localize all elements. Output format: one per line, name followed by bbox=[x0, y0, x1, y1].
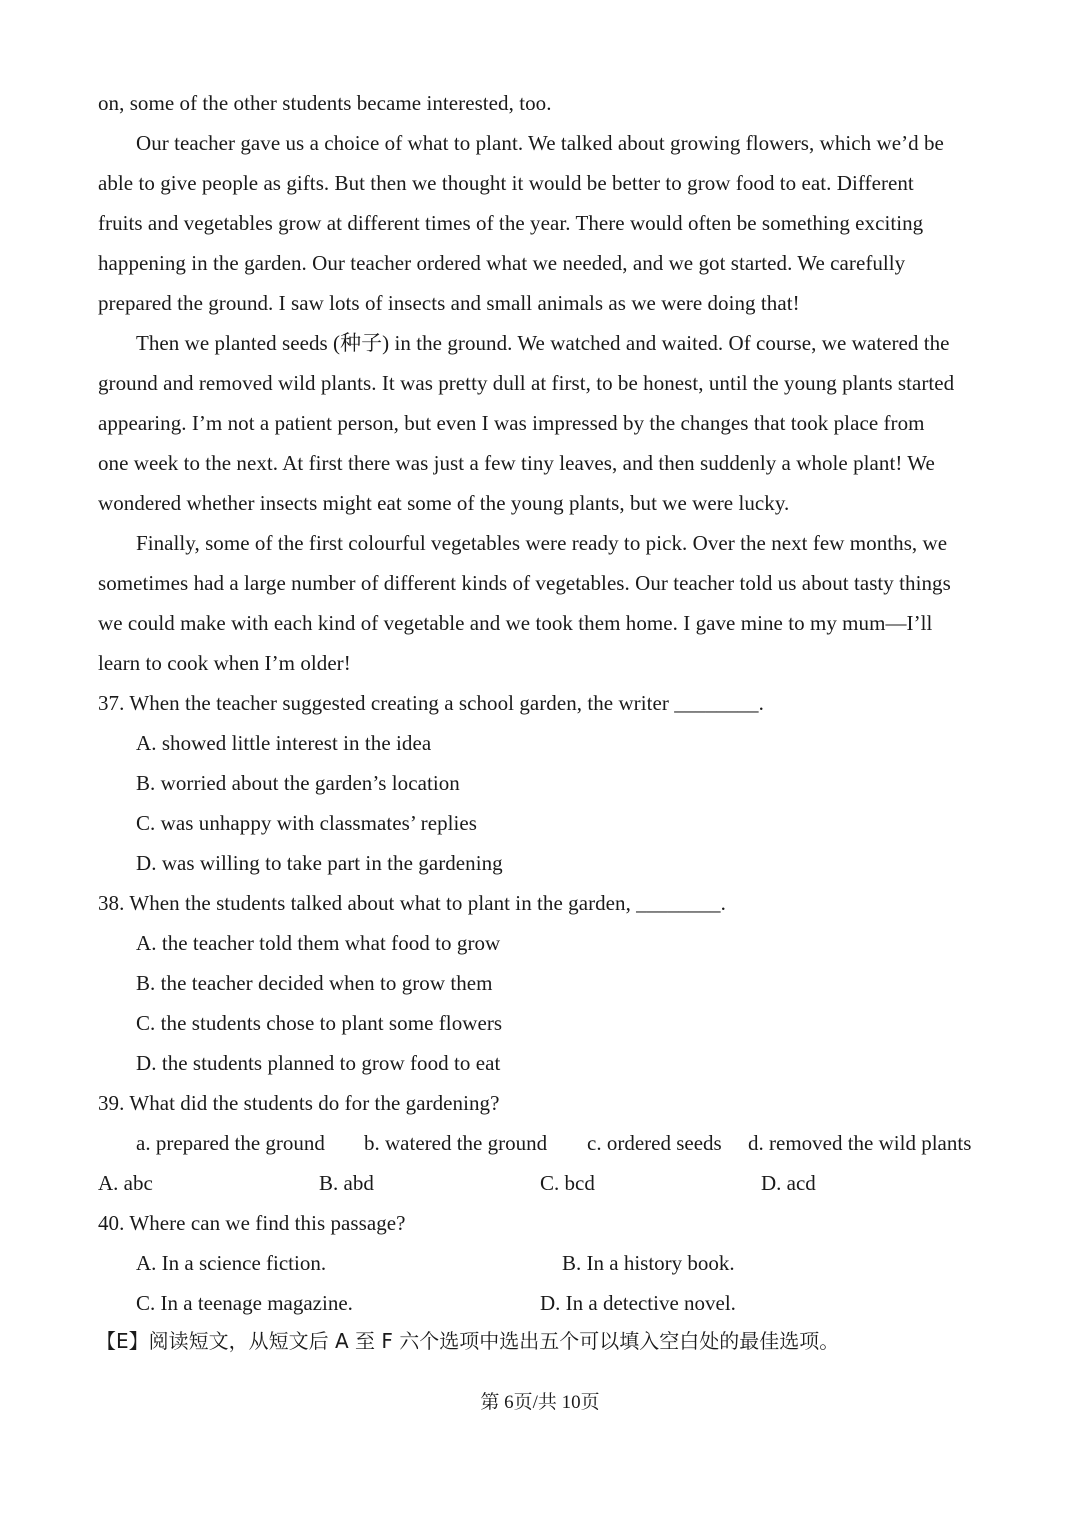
question-38-stem: 38. When the students talked about what to plant in the garden, ________. bbox=[98, 891, 726, 915]
question-37-stem: 37. When the teacher suggested creating a school garden, the writer ________. bbox=[98, 691, 764, 715]
q40-option-d: D. In a detective novel. bbox=[540, 1291, 736, 1315]
passage-line: prepared the ground. I saw lots of insects and small animals as we were doing that! bbox=[98, 291, 800, 315]
q37-option-d: D. was willing to take part in the gardening bbox=[136, 851, 503, 875]
q40-option-a: A. In a science fiction. bbox=[136, 1251, 327, 1275]
passage-line: happening in the garden. Our teacher ordered what we needed, and we got started. We carefully bbox=[98, 251, 906, 275]
q39-option-a: A. abc bbox=[98, 1171, 153, 1195]
passage-line: on, some of the other students became interested, too. bbox=[98, 91, 552, 115]
passage-line: Finally, some of the first colourful vegetables were ready to pick. Over the next few months, we bbox=[136, 531, 948, 555]
passage-line: ground and removed wild plants. It was pretty dull at first, to be honest, until the young plants started bbox=[98, 371, 955, 395]
question-40-stem: 40. Where can we find this passage? bbox=[98, 1211, 406, 1235]
q39-item-c: c. ordered seeds bbox=[587, 1131, 722, 1155]
passage-line: Our teacher gave us a choice of what to plant. We talked about growing flowers, which we’d be bbox=[136, 131, 944, 155]
passage-line: one week to the next. At first there was just a few tiny leaves, and then suddenly a whole plant! We bbox=[98, 451, 935, 475]
question-39-stem: 39. What did the students do for the gardening? bbox=[98, 1091, 500, 1115]
section-e-instruction: 【E】阅读短文，从短文后 A 至 F 六个选项中选出五个可以填入空白处的最佳选项。 bbox=[96, 1329, 840, 1353]
page-footer: 第 6页/共 10页 bbox=[480, 1392, 600, 1413]
q40-option-c: C. In a teenage magazine. bbox=[136, 1291, 353, 1315]
passage-line: sometimes had a large number of different kinds of vegetables. Our teacher told us about tasty things bbox=[98, 571, 951, 595]
q39-item-a: a. prepared the ground bbox=[136, 1131, 325, 1155]
passage-line: wondered whether insects might eat some of the young plants, but we were lucky. bbox=[98, 491, 790, 515]
q40-option-b: B. In a history book. bbox=[562, 1251, 735, 1275]
passage-line: fruits and vegetables grow at different times of the year. There would often be something exciting bbox=[98, 211, 924, 235]
q37-option-a: A. showed little interest in the idea bbox=[136, 731, 432, 755]
q37-option-b: B. worried about the garden’s location bbox=[136, 771, 460, 795]
passage-line: learn to cook when I’m older! bbox=[98, 651, 351, 675]
q38-option-b: B. the teacher decided when to grow them bbox=[136, 971, 493, 995]
q38-option-a: A. the teacher told them what food to grow bbox=[136, 931, 501, 955]
q39-item-d: d. removed the wild plants bbox=[748, 1131, 972, 1155]
q39-option-b: B. abd bbox=[319, 1171, 374, 1195]
q39-option-c: C. bcd bbox=[540, 1171, 595, 1195]
passage-line: able to give people as gifts. But then we thought it would be better to grow food to eat. Different bbox=[98, 171, 914, 195]
q38-option-d: D. the students planned to grow food to eat bbox=[136, 1051, 501, 1075]
passage-line: we could make with each kind of vegetable and we took them home. I gave mine to my mum—I’ll bbox=[98, 611, 933, 635]
q38-option-c: C. the students chose to plant some flowers bbox=[136, 1011, 503, 1035]
passage-line: appearing. I’m not a patient person, but even I was impressed by the changes that took place from bbox=[98, 411, 925, 435]
q39-item-b: b. watered the ground bbox=[364, 1131, 548, 1155]
q39-option-d: D. acd bbox=[761, 1171, 816, 1195]
q37-option-c: C. was unhappy with classmates’ replies bbox=[136, 811, 477, 835]
passage-line: Then we planted seeds (种子) in the ground. We watched and waited. Of course, we watered the bbox=[136, 331, 950, 355]
